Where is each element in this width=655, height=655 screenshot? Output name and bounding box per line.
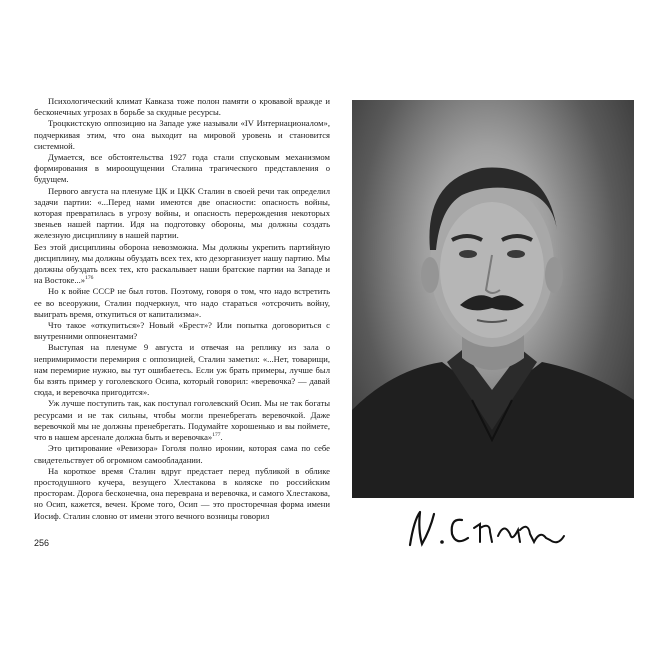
paragraph: Психологический климат Кавказа тоже полон памяти о кровавой вражде и бесконечных угрозах в борьбе за скудные ресурсы. — [34, 96, 330, 118]
paragraph: Выступая на пленуме 9 августа и отвечая на реплику из зала о непримиримости перемирия с оппозицией, Сталин заметил: «...Нет, товарищи, нам перемирие нужно, вы тут ошибаетесь. Если уж брать примеры, лучше был бы взять пример у гоголевского Осипа, который говорил: «веревочка? — давай сюда, и веревочка пригодится». — [34, 342, 330, 398]
page-number: 256 — [34, 538, 50, 548]
left-page-text — [34, 96, 330, 522]
paragraph: На короткое время Сталин вдруг предстает перед публикой в облике простодушного кучера, везущего Хлестакова в коляске по российским просторам. Дорога бесконечна, она переврана и веревочка, и самого Хлестакова, но Осип, кажется, вечен. Кроме того, Осип — это просторечная форма имени Иосиф. Сталин словно от имени этого вечного возницы говорил — [34, 465, 330, 521]
paragraph: Что такое «откупиться»? Новый «Брест»? Или попытка договориться с внутренними оппонентами? — [34, 320, 330, 342]
signature-image — [400, 500, 580, 555]
paragraph: Это цитирование «Ревизора» Гоголя полно иронии, которая сама по себе свидетельствует об огромном самообладании. — [34, 443, 330, 465]
paragraph: Но к войне СССР не был готов. Поэтому, говоря о том, что надо встретить ее во всеоружии, Сталин подчеркнул, что надо стараться «отсрочить войну, выиграть время, откупиться от капитализма». — [34, 286, 330, 319]
portrait-illustration — [352, 100, 634, 498]
footnote-ref: 176 — [85, 275, 94, 282]
portrait-photo — [352, 100, 634, 498]
paragraph: Первого августа на пленуме ЦК и ЦКК Сталин в своей речи так определил задачи партии: «...Перед нами имеются две опасности: опасность войны, которая превратилась в угрозу войны, и опасность перерождения некоторых звеньев нашей партии. Идя на подготовку обороны, мы должны создать железную дисциплину в нашей партии. — [34, 185, 330, 241]
paragraph: Троцкистскую оппозицию на Западе уже называли «IV Интернационалом», подчеркивая этим, что она выходит на мировой уровень и становится системной. — [34, 118, 330, 151]
paragraph: Уж лучше поступить так, как поступал гоголевский Осип. Мы не так богаты ресурсами и не так сильны, чтобы могли пренебрегать веревочкой. Даже веревочкой мы не должны пренебрегать. Подумайте хорошенько и вы поймете, что в нашем арсенале должна быть и веревочка»$^{177}$. — [34, 398, 330, 443]
footnote-ref: 177 — [212, 432, 221, 439]
paragraph: Думается, все обстоятельства 1927 года стали спусковым механизмом формирования в мироощущении Сталина трагического представления о будущем. — [34, 152, 330, 185]
paragraph: Без этой дисциплины оборона невозможна. Мы должны укрепить партийную дисциплину, мы должны обуздать всех тех, кто дезорганизует нашу партию. Мы должны обуздать всех тех, кто раскалывает наши братские партии на Западе и на Востоке...»$^{176}$ — [34, 241, 330, 286]
